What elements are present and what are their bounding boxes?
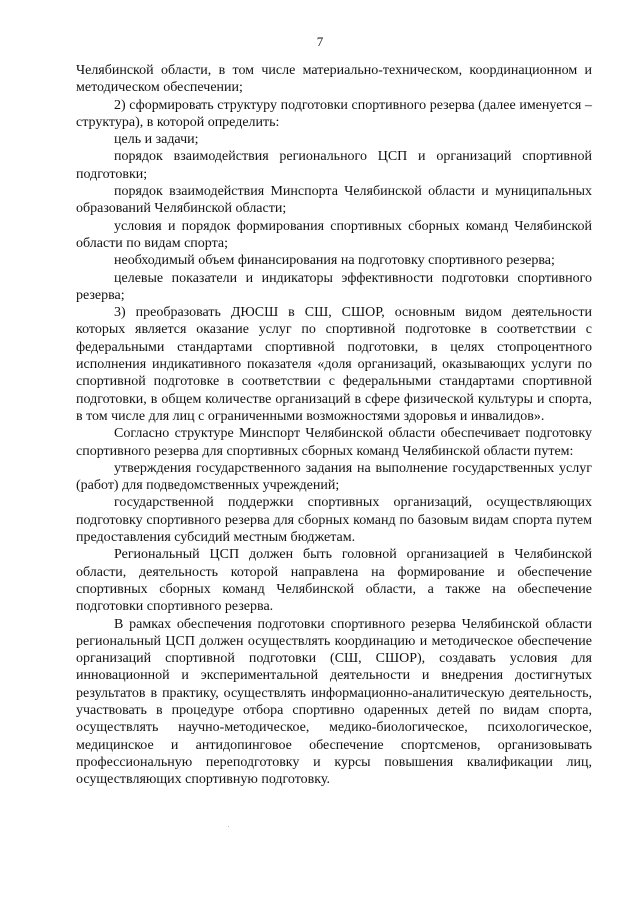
- page-number: 7: [316, 34, 324, 49]
- paragraph: условия и порядок формирования спортивных сборных команд Челябинской области по видам спорта;: [76, 218, 592, 251]
- paragraph: 2) сформировать структуру подготовки спортивного резерва (далее именуется – структура), в которой определить:: [76, 97, 592, 130]
- paragraph: государственной поддержки спортивных организаций, осуществляющих подготовку спортивного резерва для сборных команд по базовым видам спорта путем предоставления субсидий местным бюджетам.: [76, 495, 592, 546]
- paragraph: утверждения государственного задания на выполнение государственных услуг (работ) для подведомственных учреждений;: [76, 460, 592, 494]
- paragraph: цель и задачи;: [114, 132, 199, 148]
- paragraph: Региональный ЦСП должен быть головной организацией в Челябинской области, деятельность которой направлена на формирование и обеспечение спортивных сборных команд Челябинской области, а также на обеспечение подготовки спортивного резерва.: [76, 547, 592, 615]
- body-text: [76, 62, 592, 788]
- paragraph: порядок взаимодействия Минспорта Челябинской области и муниципальных образований Челябинской области;: [76, 184, 592, 217]
- paragraph: порядок взаимодействия регионального ЦСП и организаций спортивной подготовки;: [76, 149, 592, 182]
- paragraph: необходимый объем финансирования на подготовку спортивного резерва;: [114, 253, 555, 269]
- paragraph: Челябинской области, в том числе материально-техническом, координационном и методическом обеспечении;: [76, 63, 592, 96]
- paragraph: Согласно структуре Минспорт Челябинской области обеспечивает подготовку спортивного резерва для спортивных сборных команд Челябинской области путем:: [76, 426, 592, 459]
- paragraph: 3) преобразовать ДЮСШ в СШ, СШОР, основным видом деятельности которых является оказание услуг по спортивной подготовке в соответствии с федеральными стандартами спортивной подготовки, в целях стопроцентного исполнения индикативного показателя «доля организаций, оказывающих услуги по спортивной подготовке в соответствии с федеральными стандартами спортивной подготовки, в общем количестве организаций в сфере физической культуры и спорта, в том числе для лиц с ограниченными возможностями здоровья и инвалидов».: [76, 305, 592, 424]
- paragraph: целевые показатели и индикаторы эффективности подготовки спортивного резерва;: [76, 270, 592, 303]
- scan-speck: [228, 826, 229, 827]
- paragraph: В рамках обеспечения подготовки спортивного резерва Челябинской области региональный ЦСП должен осуществлять координацию и методическое обеспечение организаций спортивной подготовки (СШ, СШОР), создавать условия для инновационной и экспериментальной деятельности и внедрения достигнутых результатов в практику, осуществлять информационно-аналитическую деятельность, участвовать в процедуре отбора спортивно одаренных детей по видам спорта, осуществлять научно-методическое, медико-биологическое, психологическое, медицинское и антидопинговое обеспечение спортсменов, организовывать профессиональную переподготовку и курсы повышения квалификации лиц, осуществляющих спортивную подготовку.: [76, 616, 592, 788]
